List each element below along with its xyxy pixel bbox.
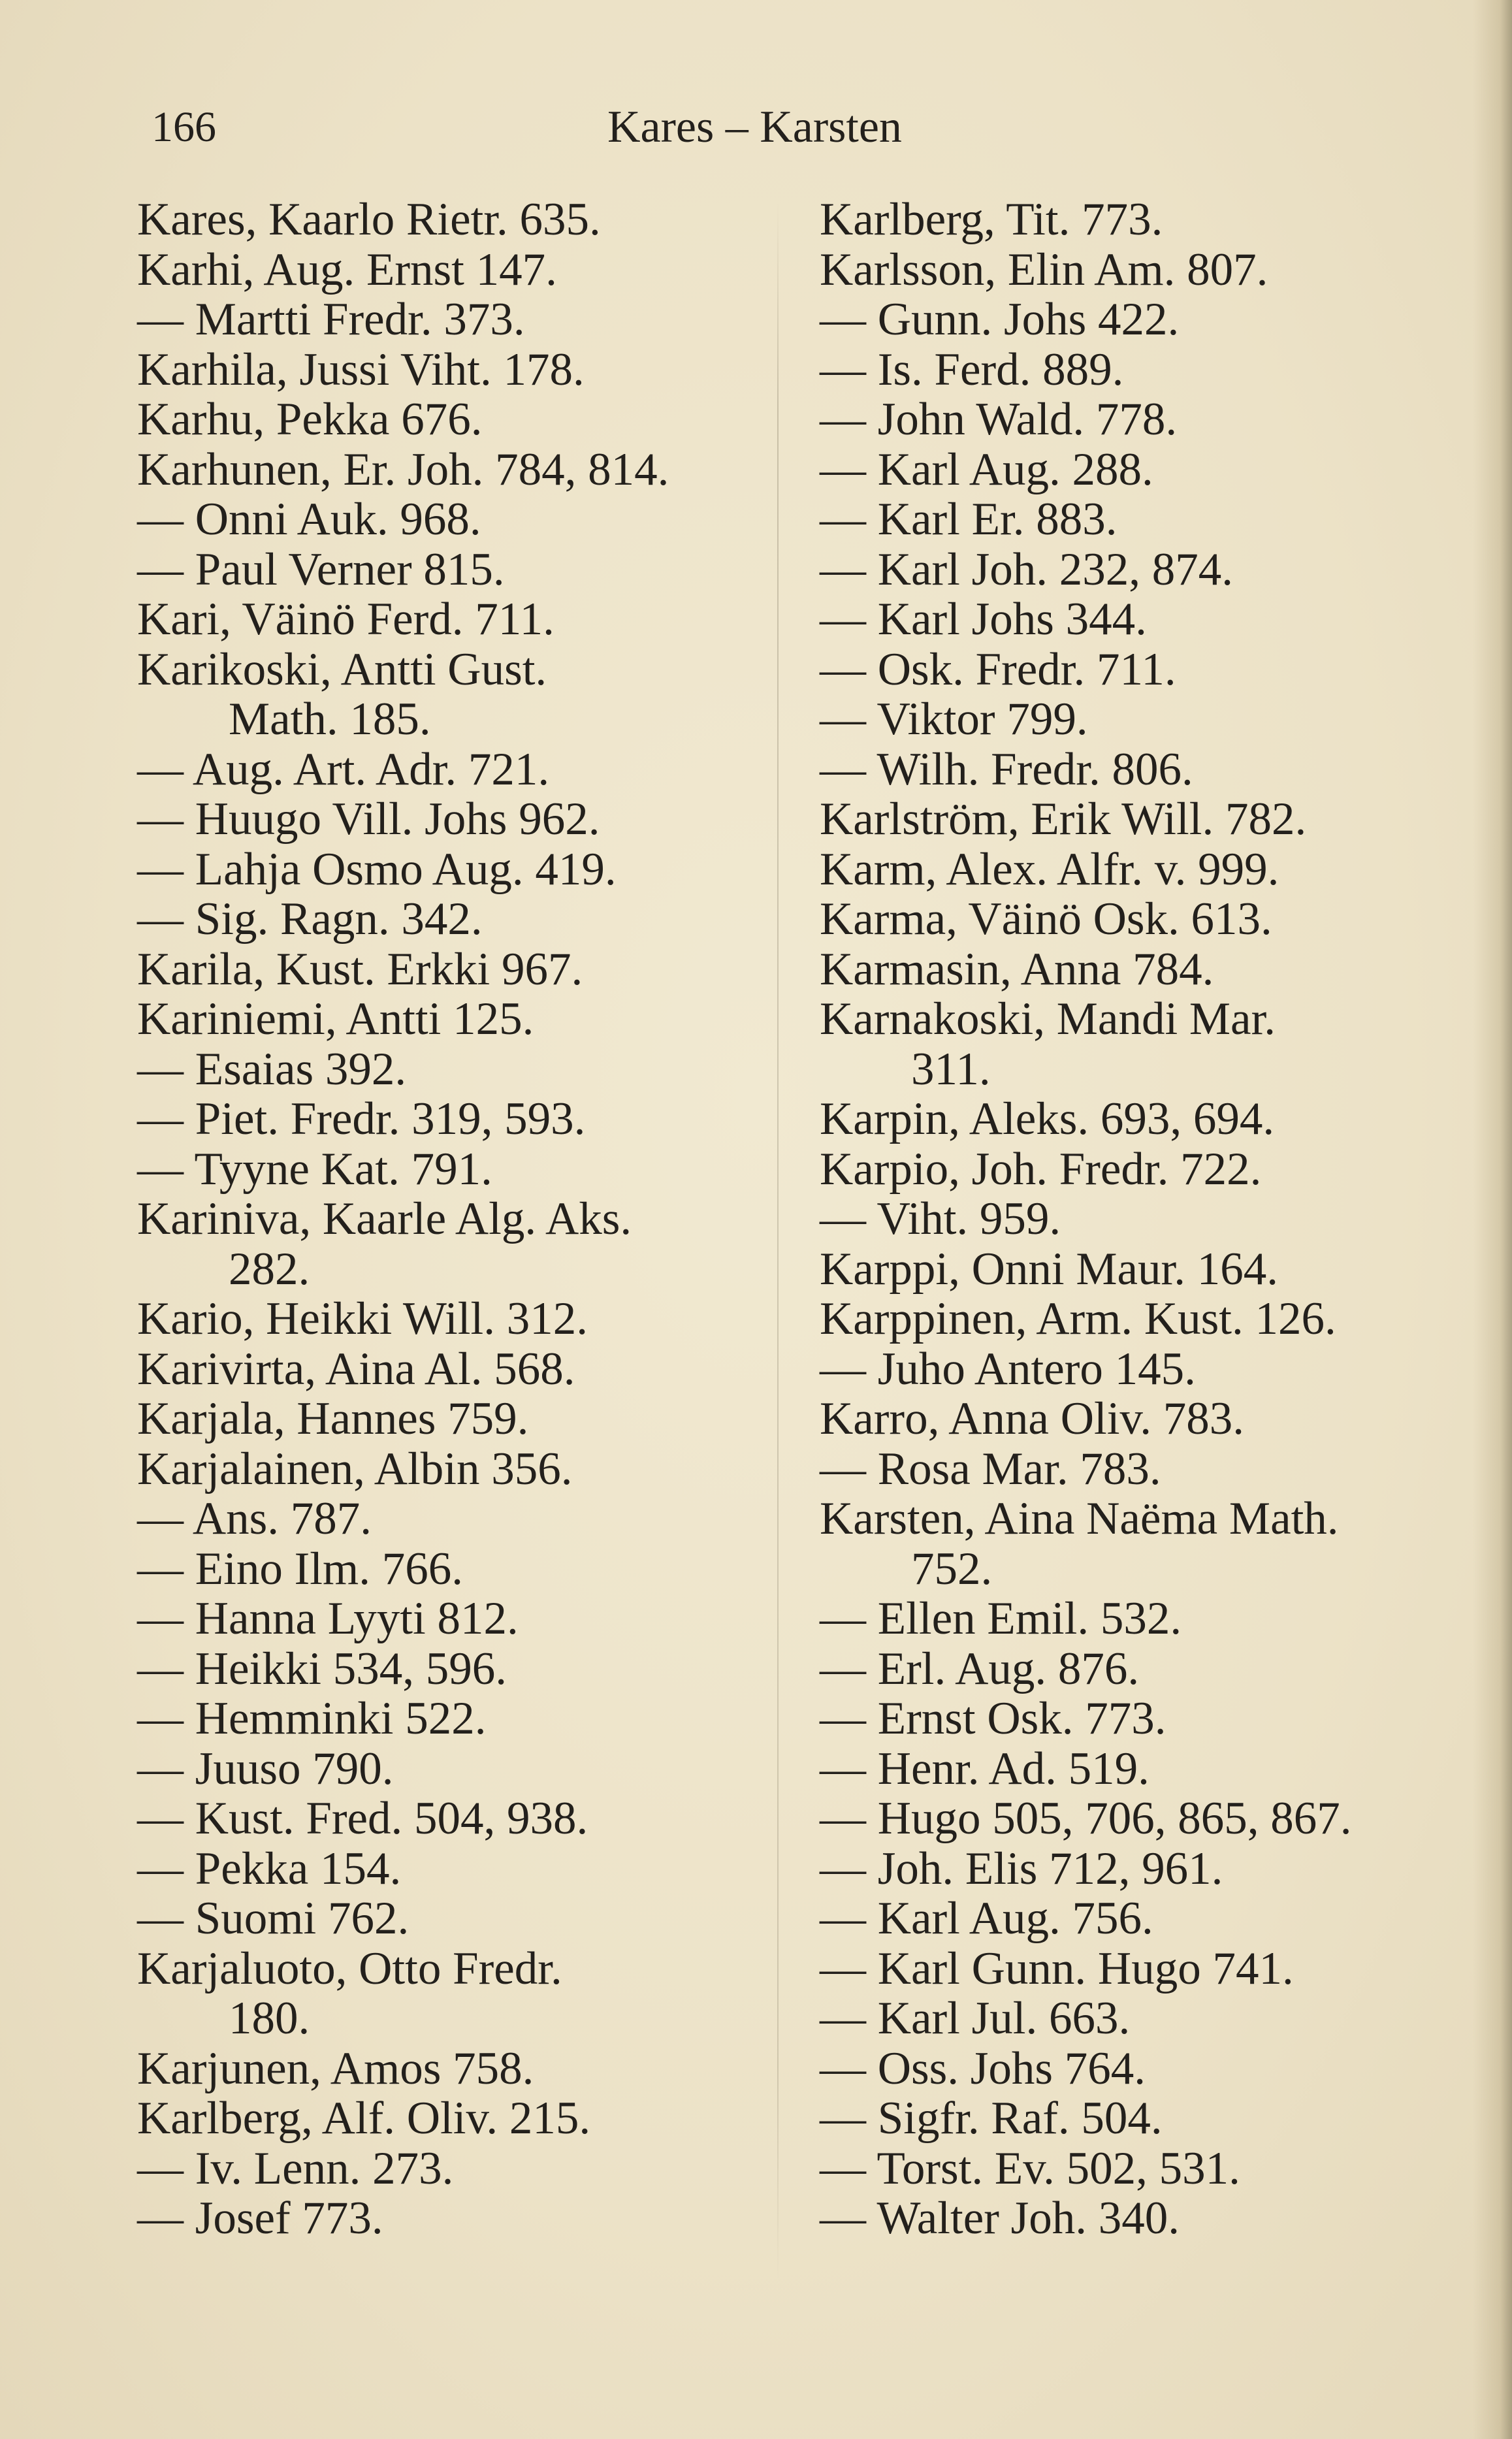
index-entry: Karpio, Joh. Fredr. 722. — [820, 1143, 1262, 1195]
index-entry: — Gunn. Johs 422. — [820, 294, 1180, 345]
index-entry: — Lahja Osmo Aug. 419. — [137, 843, 617, 895]
page-header — [0, 98, 1512, 163]
left-column — [137, 195, 764, 2244]
index-entry: — Henr. Ad. 519. — [820, 1743, 1150, 1794]
index-entry: — Erl. Aug. 876. — [820, 1643, 1140, 1694]
index-entry: — Karl Aug. 756. — [820, 1893, 1153, 1944]
index-entry: Math. 185. — [229, 694, 431, 745]
index-entry: — Suomi 762. — [137, 1893, 410, 1944]
index-entry: Karjala, Hannes 759. — [137, 1393, 529, 1444]
index-entry: Kari, Väinö Ferd. 711. — [137, 594, 555, 645]
index-entry: Karivirta, Aina Al. 568. — [137, 1343, 575, 1395]
index-entry: — Esaias 392. — [137, 1043, 407, 1095]
index-entry: — Iv. Lenn. 273. — [137, 2142, 454, 2194]
index-entry: — Josef 773. — [137, 2193, 383, 2244]
index-entry: Karro, Anna Oliv. 783. — [820, 1393, 1245, 1444]
index-entry: Karppinen, Arm. Kust. 126. — [820, 1293, 1336, 1344]
index-entry: Karhunen, Er. Joh. 784, 814. — [137, 444, 669, 495]
index-entry: — Oss. Johs 764. — [820, 2043, 1146, 2094]
index-entry: — Torst. Ev. 502, 531. — [820, 2142, 1240, 2194]
index-entry: — Karl Jul. 663. — [820, 1993, 1131, 2044]
index-entry: Karppi, Onni Maur. 164. — [820, 1243, 1279, 1295]
index-entry: — Walter Joh. 340. — [820, 2193, 1180, 2244]
index-entry: — Huugo Vill. Johs 962. — [137, 794, 600, 845]
index-entry: — Ellen Emil. 532. — [820, 1593, 1182, 1644]
index-entry: 282. — [229, 1243, 310, 1295]
index-entry: — John Wald. 778. — [820, 394, 1178, 445]
index-entry: Karsten, Aina Naëma Math. — [820, 1493, 1339, 1544]
index-entry: 752. — [911, 1543, 993, 1594]
index-entry: — Hugo 505, 706, 865, 867. — [820, 1793, 1352, 1844]
index-entry: Karjalainen, Albin 356. — [137, 1443, 573, 1494]
index-entry: Karikoski, Antti Gust. — [137, 643, 547, 695]
index-entry: Karlström, Erik Will. 782. — [820, 794, 1307, 845]
index-entry: — Joh. Elis 712, 961. — [820, 1843, 1223, 1894]
index-entry: — Is. Ferd. 889. — [820, 344, 1124, 395]
index-entry: Karhi, Aug. Ernst 147. — [137, 244, 557, 295]
index-entry: Karm, Alex. Alfr. v. 999. — [820, 843, 1279, 895]
index-entry: Kariniemi, Antti 125. — [137, 993, 534, 1044]
index-entry: — Pekka 154. — [137, 1843, 402, 1894]
index-entry: — Tyyne Kat. 791. — [137, 1143, 492, 1195]
index-entry: — Viht. 959. — [820, 1193, 1061, 1244]
index-entry: — Viktor 799. — [820, 694, 1088, 745]
index-entry: — Sigfr. Raf. 504. — [820, 2093, 1163, 2144]
index-entry: — Osk. Fredr. 711. — [820, 643, 1176, 695]
index-entry: — Aug. Art. Adr. 721. — [137, 743, 550, 795]
index-entry: — Sig. Ragn. 342. — [137, 894, 483, 945]
index-entry: — Karl Joh. 232, 874. — [820, 543, 1234, 595]
index-entry: — Hanna Lyyti 812. — [137, 1593, 519, 1644]
index-entry: — Paul Verner 815. — [137, 543, 505, 595]
index-entry: Karhu, Pekka 676. — [137, 394, 483, 445]
index-entry: — Karl Johs 344. — [820, 594, 1147, 645]
index-entry: — Martti Fredr. 373. — [137, 294, 525, 345]
index-entry: 180. — [229, 1993, 310, 2044]
index-entry: Karlsson, Elin Am. 807. — [820, 244, 1268, 295]
index-entry: Karhila, Jussi Viht. 178. — [137, 344, 585, 395]
page-number: 166 — [152, 103, 216, 151]
index-entry: — Eino Ilm. 766. — [137, 1543, 463, 1594]
index-entry: Karlberg, Tit. 773. — [820, 194, 1163, 245]
index-entry: Karlberg, Alf. Oliv. 215. — [137, 2093, 591, 2144]
index-entry: — Ernst Osk. 773. — [820, 1693, 1166, 1744]
index-entry: Karjaluoto, Otto Fredr. — [137, 1943, 562, 1994]
index-entry: — Piet. Fredr. 319, 593. — [137, 1093, 586, 1144]
index-entry: Kariniva, Kaarle Alg. Aks. — [137, 1193, 632, 1244]
index-entry: — Wilh. Fredr. 806. — [820, 743, 1193, 795]
index-entry: Kario, Heikki Will. 312. — [137, 1293, 588, 1344]
index-entry: — Karl Er. 883. — [820, 494, 1118, 545]
index-entry: Karmasin, Anna 784. — [820, 943, 1214, 995]
index-entry: Karpin, Aleks. 693, 694. — [820, 1093, 1275, 1144]
page-edge-shadow — [1473, 0, 1512, 2439]
index-entry: — Ans. 787. — [137, 1493, 372, 1544]
running-head: Kares – Karsten — [607, 102, 902, 152]
index-entry: — Kust. Fred. 504, 938. — [137, 1793, 588, 1844]
index-entry: — Heikki 534, 596. — [137, 1643, 507, 1694]
index-entry: — Onni Auk. 968. — [137, 494, 481, 545]
index-entry: — Hemminki 522. — [137, 1693, 487, 1744]
right-column — [820, 195, 1447, 2244]
index-entry: — Karl Aug. 288. — [820, 444, 1153, 495]
index-entry: — Karl Gunn. Hugo 741. — [820, 1943, 1294, 1994]
index-entry: 311. — [911, 1043, 991, 1095]
index-entry: Karnakoski, Mandi Mar. — [820, 993, 1276, 1044]
index-entry: — Juho Antero 145. — [820, 1343, 1196, 1395]
index-entry: Kares, Kaarlo Rietr. 635. — [137, 194, 601, 245]
index-entry: Karila, Kust. Erkki 967. — [137, 943, 583, 995]
column-divider — [777, 202, 779, 2280]
index-entry: Karjunen, Amos 758. — [137, 2043, 534, 2094]
index-entry: — Juuso 790. — [137, 1743, 394, 1794]
index-entry: Karma, Väinö Osk. 613. — [820, 894, 1272, 945]
index-entry: — Rosa Mar. 783. — [820, 1443, 1161, 1494]
